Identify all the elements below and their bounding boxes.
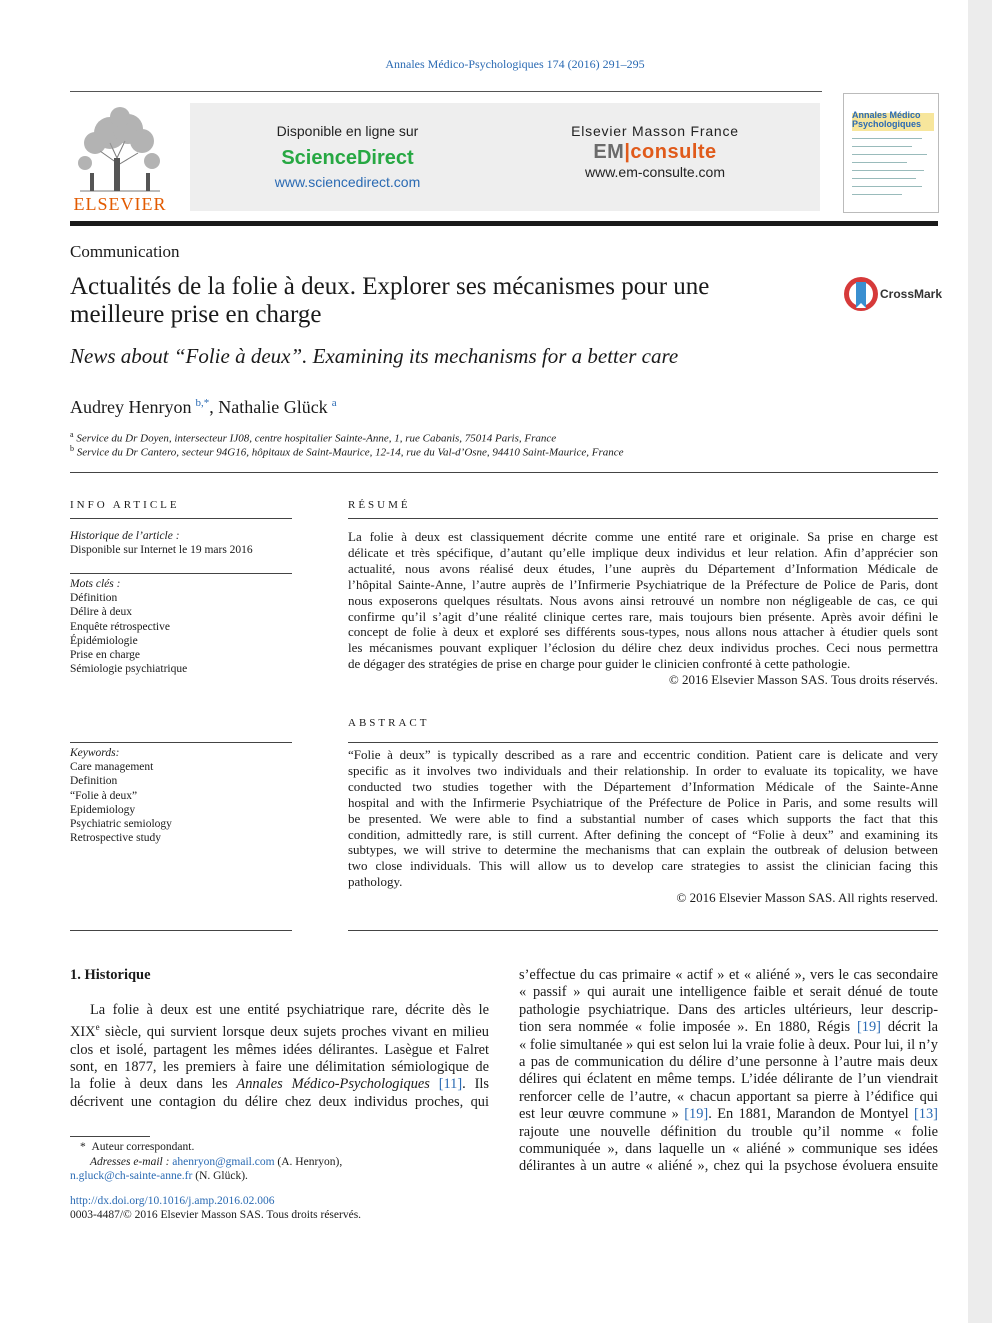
body-line: délirantes à un autre « aliéné », chez qui la psychose évoluera ensuite bbox=[519, 1158, 938, 1175]
email-note: Adresses e-mail : ahenryon@gmail.com (A. Henryon), bbox=[90, 1155, 343, 1168]
abstract-heading: ABSTRACT bbox=[348, 717, 430, 729]
citation-link[interactable]: [19] bbox=[684, 1106, 709, 1123]
body-line: décrivent une contagion du délire chez deux individus proches, qui bbox=[70, 1093, 489, 1110]
elsevier-wordmark: ELSEVIER bbox=[73, 194, 167, 214]
body-line: XIXe siècle, qui survient lorsque deux sujets proches vivant en milieu bbox=[70, 1022, 489, 1041]
issn-line: 0003-4487/© 2016 Elsevier Masson SAS. Tous droits réservés. bbox=[70, 1209, 362, 1221]
sciencedirect-block bbox=[230, 123, 465, 190]
affiliation-b: $^b$ Service du Dr Cantero, secteur 94G16, hôpitaux de Saint-Maurice, 12-14, rue du Val-d’Osne, 94410 Saint-Maurice, France bbox=[70, 444, 624, 459]
abstract-rule bbox=[348, 742, 938, 743]
footnote-rule bbox=[70, 1136, 150, 1137]
keyword: Epidemiology bbox=[70, 803, 136, 816]
keyword: Sémiologie psychiatrique bbox=[70, 663, 188, 676]
author-list bbox=[70, 397, 337, 418]
doi-link[interactable]: http://dx.doi.org/10.1016/j.amp.2016.02.006 bbox=[70, 1194, 275, 1207]
resume-body: La folie à deux est classiquement décrite comme une entité rare et originale. Sa prise en charge est délicate et très spécifique, d’autant qu’elle implique deux individus et leur relation. Afin d’apprécier son actualité, nous avons réalisé deux études, l’une auprès du Département d’Information Médicale de l’hôpital Sainte-Anne, l’autre auprès de l’Infirmerie Psychiatrique de la Préfecture de Police de Paris, dont nous exposerons quelques résultats. Nous avons ainsi retrouvé un nombre non négligeable de cas, ce qui confirme qu’il s’agit d’une réalité clinique certes rare, mais toujours bien présente. Après avoir défini le concept de folie à deux et exploré ses différents sous-types, nous allons nous attacher à étudier quels sont les mécanismes pouvant expliquer l’éclosion du délire chez deux individus proches. Ceci nous permettra de dégager des stratégies de prise en charge pour guider le clinicien confronté à cette pathologie. © 2016 Elsevier Masson SAS. Tous droits réservés. bbox=[348, 529, 938, 688]
keyword: Psychiatric semiology bbox=[70, 818, 172, 831]
emconsulte-block bbox=[535, 123, 775, 180]
author-name[interactable]: Nathalie Glück bbox=[218, 397, 328, 417]
email-link[interactable]: n.gluck@ch-sainte-anne.fr bbox=[70, 1170, 193, 1182]
keyword: Enquête rétrospective bbox=[70, 620, 170, 633]
citation-link[interactable]: [19] bbox=[856, 1019, 881, 1036]
article-title-fr: Actualités de la folie à deux. Explorer ses mécanismes pour une meilleure prise en charge bbox=[70, 273, 710, 328]
body-line: la folie à deux dans les Annales Médico-Psychologiques [11]. Ils bbox=[70, 1076, 489, 1093]
keyword: Définition bbox=[70, 592, 118, 605]
body-line: rajoute une nouvelle définition du trouble qu’il nomme « folie bbox=[519, 1123, 938, 1140]
body-line: La folie à deux est une entité psychiatrique rare, décrite dès le bbox=[90, 1002, 489, 1018]
availability-banner bbox=[190, 103, 820, 211]
cover-title: Annales Médico Psychologiques bbox=[852, 110, 922, 129]
body-line: délires qui éclatent en même temps. L’idée délirante de l’un viendrait bbox=[519, 1071, 938, 1088]
journal-reference[interactable]: Annales Médico-Psychologiques 174 (2016) 291–295 bbox=[385, 57, 645, 71]
body-line: renforcer celle de l’autre, « chacun apportant sa pierre à l’édifice qui bbox=[519, 1088, 938, 1105]
keyword: Délire à deux bbox=[70, 606, 132, 619]
author-name[interactable]: Audrey Henryon bbox=[70, 397, 192, 417]
info-bottom-rule bbox=[70, 930, 292, 931]
body-line: « folie simultanée » qui est selon lui la vraie folie à deux. Pour lui, il n’y bbox=[519, 1036, 938, 1053]
body-line: communiquée », dans laquelle un « aliéné » communique ses idées bbox=[519, 1141, 938, 1158]
section-heading: 1. Historique bbox=[70, 967, 151, 983]
available-online-text: Disponible en ligne sur bbox=[276, 123, 419, 139]
keyword: Prise en charge bbox=[70, 649, 141, 662]
body-line: tion sera nommée « folie imposée ». En 1880, Régis [19] décrit la bbox=[519, 1019, 938, 1036]
sciencedirect-logo[interactable]: ScienceDirect bbox=[281, 147, 414, 169]
body-line: clos et isolé, partagent les mêmes idées délirantes. Lasègue et Falret bbox=[70, 1041, 489, 1058]
citation-link[interactable]: [11] bbox=[438, 1076, 463, 1093]
body-line: s’effectue du cas primaire « actif » et « aliéné », vers le cas secondaire bbox=[519, 967, 938, 983]
body-left-column bbox=[70, 1002, 489, 1111]
header-thick-rule bbox=[70, 221, 938, 226]
body-line: pathologie psychiatrique. Dans des articles ultérieurs, leur descrip- bbox=[519, 1001, 938, 1018]
resume-copyright: © 2016 Elsevier Masson SAS. Tous droits réservés. bbox=[668, 672, 938, 688]
journal-cover-thumbnail[interactable] bbox=[843, 93, 939, 213]
crossmark-icon bbox=[843, 276, 879, 312]
affiliation-a: $^a$ Service du Dr Doyen, intersecteur IJ08, centre hospitalier Sainte-Anne, 1, rue Cabanis, 75014 Paris, France bbox=[70, 430, 557, 445]
keyword: “Folie à deux” bbox=[70, 789, 138, 802]
info-rule bbox=[70, 518, 292, 519]
header-rule bbox=[70, 91, 822, 92]
author-separator: , bbox=[209, 397, 219, 417]
article-type: Communication bbox=[70, 242, 180, 261]
page-margin-strip bbox=[968, 0, 992, 1323]
em-wordmark: EM bbox=[593, 141, 625, 163]
consulte-wordmark: consulte bbox=[630, 141, 717, 163]
affiliation-rule bbox=[70, 472, 938, 473]
keyword: Definition bbox=[70, 775, 118, 788]
abstract-copyright: © 2016 Elsevier Masson SAS. All rights reserved. bbox=[676, 890, 938, 906]
keywords-en: Keywords: Care management Definition “Folie à deux” Epidemiology Psychiatric semiology Retrospective study bbox=[70, 747, 172, 845]
elsevier-masson-text: Elsevier Masson France bbox=[571, 123, 739, 139]
keyword: Care management bbox=[70, 761, 154, 774]
keywords-rule bbox=[70, 742, 292, 743]
body-right-column bbox=[519, 967, 938, 1176]
author-affiliation-marker[interactable]: b,* bbox=[195, 397, 210, 409]
history-rule bbox=[70, 573, 292, 574]
crossmark-badge[interactable] bbox=[843, 276, 943, 316]
corresponding-author-note: * Auteur correspondant. bbox=[80, 1141, 195, 1153]
abstract-bottom-rule bbox=[348, 930, 938, 931]
article-history: Historique de l’article : Disponible sur Internet le 19 mars 2016 bbox=[70, 530, 253, 557]
resume-rule bbox=[348, 518, 938, 519]
crossmark-label: CrossMark bbox=[880, 287, 943, 301]
author-affiliation-marker[interactable]: a bbox=[331, 397, 337, 409]
keywords-fr: Mots clés : Définition Délire à deux Enquête rétrospective Épidémiologie Prise en charge Sémiologie psychiatrique bbox=[70, 578, 188, 676]
resume-heading: RÉSUMÉ bbox=[348, 499, 411, 511]
emconsulte-link[interactable]: www.em-consulte.com bbox=[584, 164, 726, 180]
body-line: est leur œuvre commune » [19]. En 1881, Marandon de Montyel [13] bbox=[519, 1106, 938, 1123]
body-line: sont, en 1877, les premiers à faire une délimitation sémiologique de bbox=[70, 1059, 489, 1076]
sciencedirect-link[interactable]: www.sciencedirect.com bbox=[274, 174, 421, 190]
body-line: « passif » qui aurait une intelligence faible et serait dénué de toute bbox=[519, 984, 938, 1001]
emconsulte-logo[interactable]: EM|consulte bbox=[593, 141, 717, 163]
email-link[interactable]: ahenryon@gmail.com bbox=[172, 1155, 275, 1168]
email-note-2: n.gluck@ch-sainte-anne.fr (N. Glück). bbox=[70, 1170, 248, 1182]
abstract-body: “Folie à deux” is typically described as a rare and eccentric condition. Patient care is delicate and very specific as it involves two individuals and their relationship. In order to evaluate its topicality, we have conducted two studies together with the Département d’Information Médicale of the Sainte-Anne hospital and with the Infirmerie Psychiatrique of the Préfecture de Police in Paris, and some results will be presented. We were able to find a substantial number of cases which supports the fact that this condition, admittedly rare, is still current. After defining the concept of “Folie à deux” and examining its subtypes, we will strive to determine the mechanisms that can explain the outbreak of delusion between two close individuals. This will allow us to develop care strategies to assist the clinician facing this pathology. © 2016 Elsevier Masson SAS. All rights reserved. bbox=[348, 747, 938, 906]
citation-link[interactable]: [13] bbox=[914, 1106, 938, 1123]
info-article-heading: INFO ARTICLE bbox=[70, 499, 180, 511]
keyword: Épidémiologie bbox=[70, 634, 138, 647]
keyword: Retrospective study bbox=[70, 832, 162, 845]
article-title-en: News about “Folie à deux”. Examining its mechanisms for a better care bbox=[70, 344, 679, 368]
footnotes bbox=[70, 1140, 490, 1223]
body-line: a pas de communication du délire d’une personne à l’autre mais deux bbox=[519, 1054, 938, 1071]
